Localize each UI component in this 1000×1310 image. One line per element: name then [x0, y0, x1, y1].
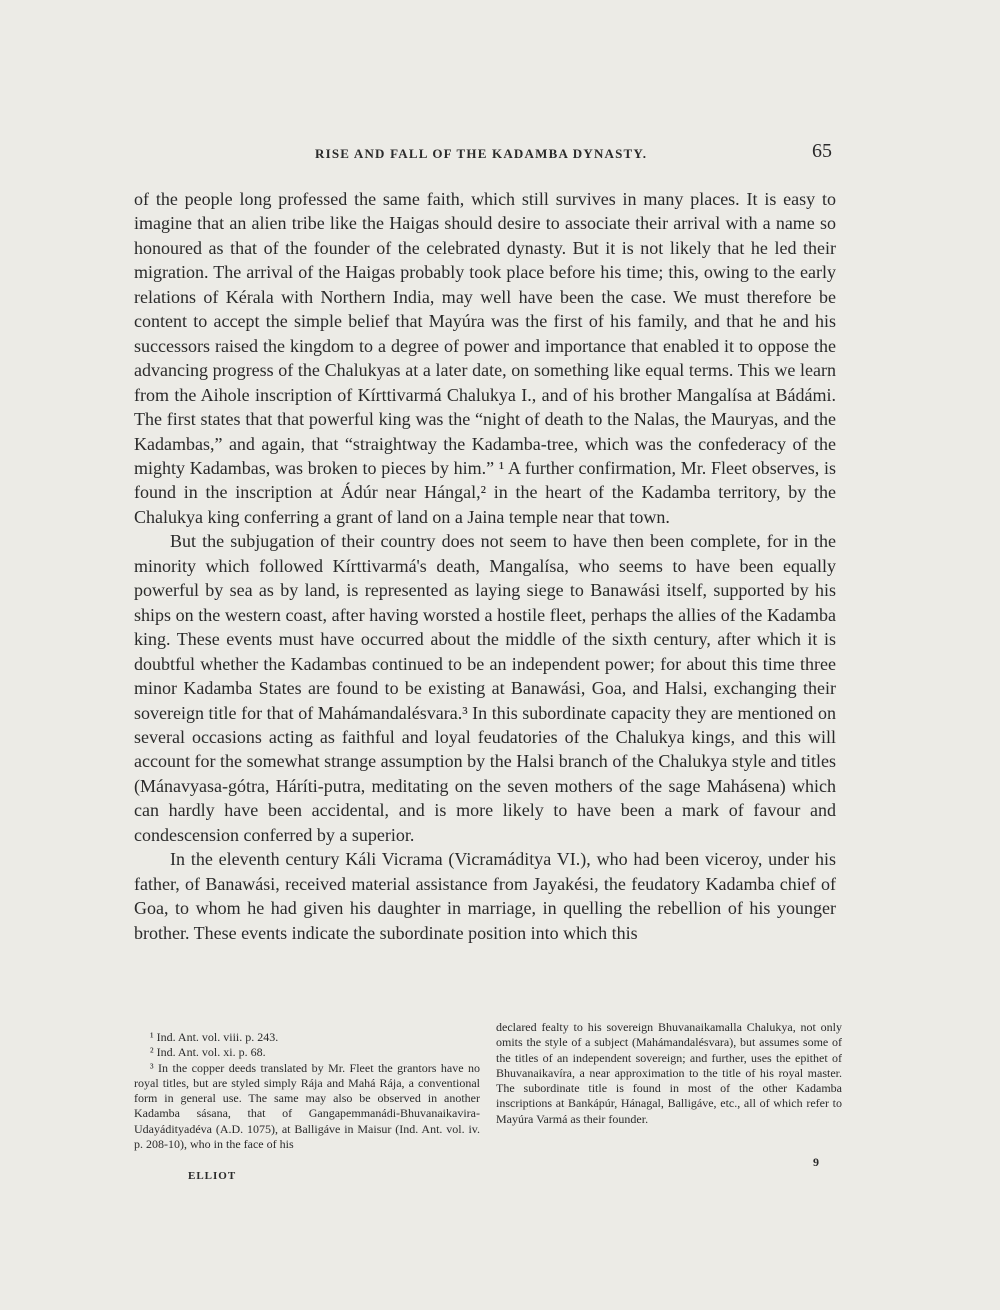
footnote: ¹ Ind. Ant. vol. viii. p. 243.	[150, 1030, 279, 1044]
footnotes-right-column	[496, 1020, 842, 1127]
page-number: 65	[812, 140, 832, 162]
paragraph: In the eleventh century Káli Vicrama (Vicramáditya VI.), who had been viceroy, under his father, of Banawási, received material assistance from Jayakési, the feudatory Kadamba chief of Goa, to whom he had given his daughter in marriage, in quelling the rebellion of his younger brother. These events indicate the subordinate position into which this	[134, 849, 836, 943]
running-head: RISE AND FALL OF THE KADAMBA DYNASTY.	[315, 146, 648, 161]
footnote: ² Ind. Ant. vol. xi. p. 68.	[150, 1045, 266, 1060]
paragraph: But the subjugation of their country does not seem to have then been complete, for in the minority which followed Kírttivarmá's death, Mangalísa, who seems to have been equally powerful by sea as by land, is represented as laying siege to Banawási itself, supported by his ships on the western coast, after having worsted a hostile fleet, perhaps the allies of the Kadamba king. These events must have occurred about the middle of the sixth century, after which it is doubtful whether the Kadambas continued to be an independent power; for about this time three minor Kadamba States are found to be existing at Banawási, Goa, and Halsi, exchanging their sovereign title for that of Mahámandalésvara.³ In this subordinate capacity they are mentioned on several occasions acting as faithful and loyal feudatories of the Chalukya kings, and this will account for the somewhat strange assumption by the Halsi branch of the Chalukya style and titles (Mánavyasa-gótra, Háríti-putra, meditating on the seven mothers of the sage Mahásena) which can hardly have been accidental, and is more likely to have been a mark of favour and condescension conferred by a superior.	[134, 531, 836, 845]
footnote: ³ In the copper deeds translated by Mr. Fleet the grantors have no royal titles, but are styled simply Rája and Mahá Rája, a conventional form in general use. The same may also be observed in another Kadamba sásana, that of Gangapemmanádi-Bhuvanaikavira-Udayádityadéva (A.D. 1075), at Balligáve in Maisur (Ind. Ant. vol. iv. p. 208-10), who in the face of his	[134, 1060, 480, 1152]
signature-number: 9	[813, 1155, 819, 1169]
body-text	[134, 187, 836, 945]
footnote-continuation: declared fealty to his sovereign Bhuvanaikamalla Chalukya, not only omits the style of a subject (Mahámandalésvara), but assumes some of the titles of an independent sovereign; and further, uses the epithet of Bhuvanaikavíra, a near approximation to the title of his royal master. The subordinate title is found in most of the other Kadamba inscriptions at Bankápúr, Hánagal, Balligáve, etc., all of which refer to Mayúra Varmá as their founder.	[496, 1020, 842, 1126]
footnotes-left-column	[134, 1030, 480, 1152]
paragraph: of the people long professed the same faith, which still survives in many places. It is easy to imagine that an alien tribe like the Haigas should desire to associate their arrival with a name so honoured as that of the founder of the celebrated dynasty. But it is not likely that he led their migration. The arrival of the Haigas probably took place before his time; this, owing to the early relations of Kérala with Northern India, may well have been the case. We must therefore be content to accept the simple belief that Mayúra was the first of his family, and that he and his successors raised the kingdom to a degree of power and importance that enabled it to oppose the advancing progress of the Chalukyas at a later date, on something like equal terms. This we learn from the Aihole inscription of Kírttivarmá Chalukya I., and of his brother Mangalísa at Bádámi. The first states that that powerful king was the “night of death to the Nalas, the Mauryas, and the Kadambas,” and again, that “straightway the Kadamba-tree, which was the confederacy of the mighty Kadambas, was broken to pieces by him.” ¹ A further confirmation, Mr. Fleet observes, is found in the inscription at Ádúr near Hángal,² in the heart of the Kadamba territory, by the Chalukya king conferring a grant of land on a Jaina temple near that town.	[134, 189, 836, 527]
printer-signature: ELLIOT	[188, 1170, 237, 1182]
